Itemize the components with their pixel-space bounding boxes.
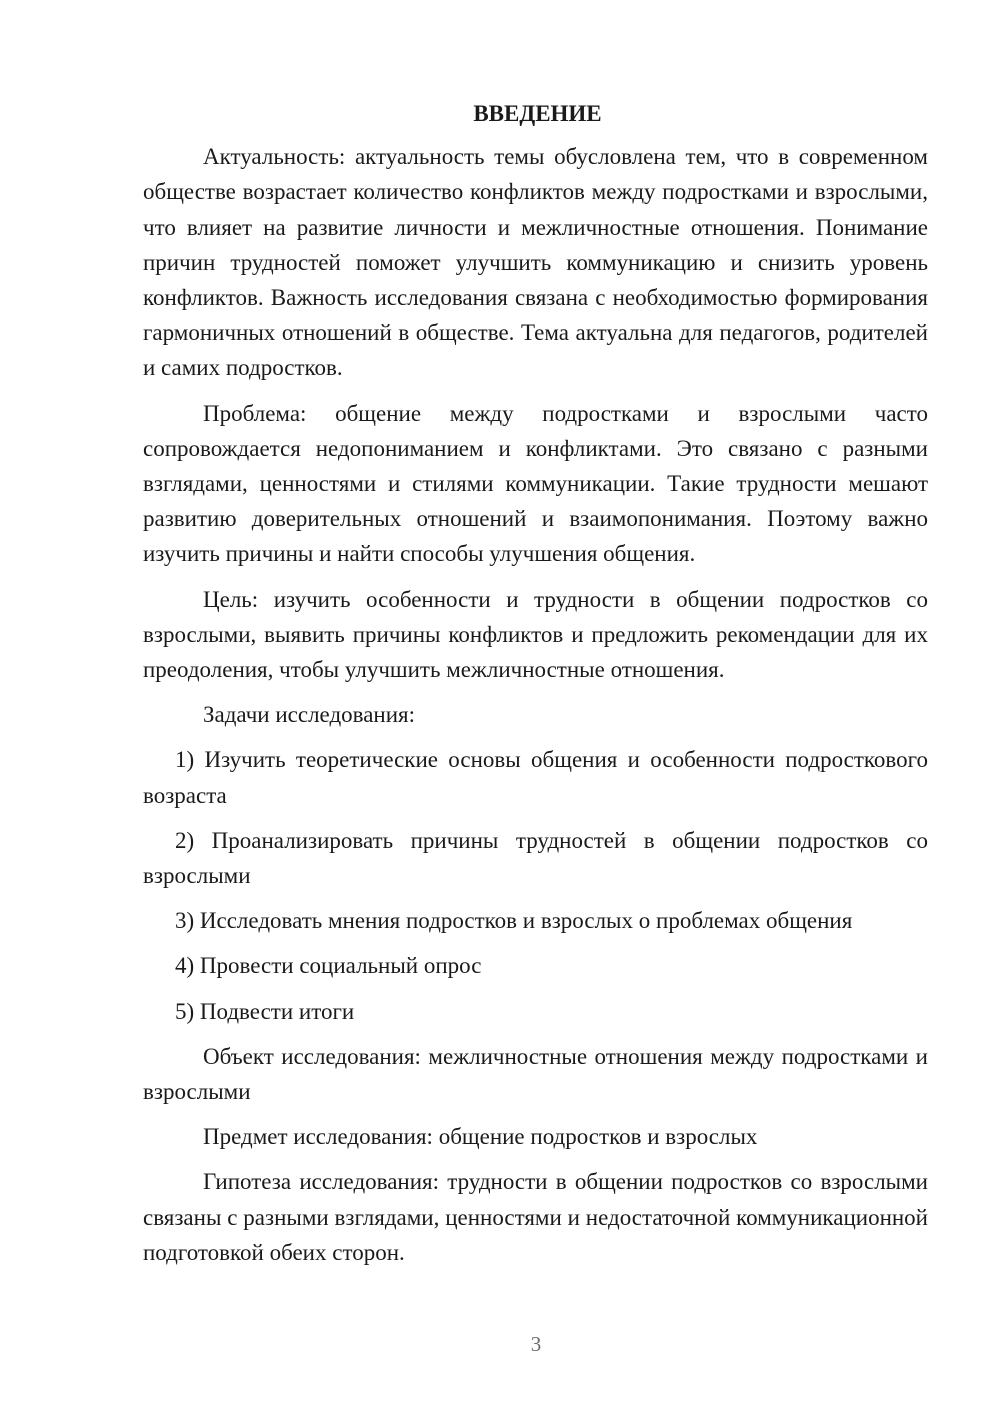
page-content: [143, 96, 928, 1280]
tasks-heading: Задачи исследования:: [203, 702, 416, 728]
goal-paragraph: Цель: изучить особенности и трудности в общении подростков со взрослыми, выявить причины конфликтов и предложить рекомендации для их преодоления, чтобы улучшить межличностные отношения.: [143, 586, 928, 683]
task-item-5: 5) Подвести итоги: [175, 998, 355, 1024]
page-number: 3: [530, 1332, 542, 1356]
problem-paragraph: Проблема: общение между подростками и взрослыми часто сопровождается недопониманием и конфликтами. Это связано с разными взглядами, ценностями и стилями коммуникации. Такие трудности мешают развитию доверительных отношений и взаимопонимания. Поэтому важно изучить причины и найти способы улучшения общения.: [143, 400, 928, 567]
task-item-2: 2) Проанализировать причины трудностей в общении подростков со взрослыми: [143, 827, 928, 889]
hypothesis-paragraph: Гипотеза исследования: трудности в общении подростков со взрослыми связаны с разными взглядами, ценностями и недостаточной коммуникационной подготовкой обеих сторон.: [143, 1169, 928, 1265]
object-paragraph: Объект исследования: межличностные отношения между подростками и взрослыми: [143, 1043, 928, 1105]
page-title: ВВЕДЕНИЕ: [473, 101, 602, 126]
task-item-1: 1) Изучить теоретические основы общения и особенности подросткового возраста: [143, 747, 928, 808]
subject-paragraph: Предмет исследования: общение подростков и взрослых: [203, 1124, 758, 1150]
relevance-paragraph: Актуальность: актуальность темы обусловлена тем, что в современном обществе возрастает количество конфликтов между подростками и взрослыми, что влияет на развитие личности и межличностные отношения. Понимание причин трудностей поможет улучшить коммуникацию и снизить уровень конфликтов. Важность исследования связана с необходимостью формирования гармоничных отношений в обществе. Тема актуальна для педагогов, родителей и самих подростков.: [143, 144, 928, 381]
task-item-3: 3) Исследовать мнения подростков и взрослых о проблемах общения: [175, 908, 853, 934]
task-item-4: 4) Провести социальный опрос: [175, 953, 482, 979]
